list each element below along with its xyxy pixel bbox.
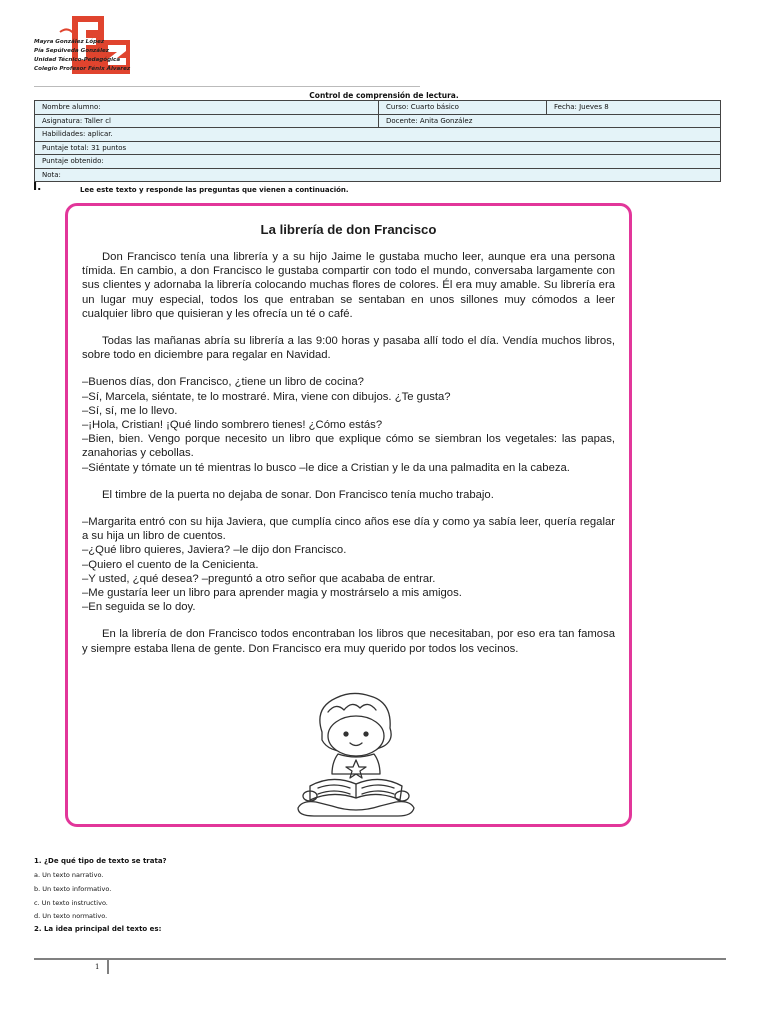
header-divider — [34, 86, 420, 87]
school-info — [34, 38, 130, 74]
dialogue-block — [82, 375, 615, 474]
dialogue-block — [82, 515, 615, 614]
skills-cell: Habilidades: aplicar. — [35, 128, 721, 142]
page-number: 1 — [95, 963, 100, 971]
dialogue-line: –Bien, bien. Vengo porque necesito un libro que explique cómo se siembran los vegetales: las papas, zanahorias y cebollas. — [82, 433, 615, 460]
answer-option-d[interactable]: d. Un texto normativo. — [34, 912, 108, 920]
student-name-field[interactable]: Nombre alumno: — [35, 101, 379, 115]
reading-title: La librería de don Francisco — [260, 222, 437, 237]
reading-paragraph: En la librería de don Francisco todos encontraban los libros que necesitaban, por eso era tan famosa y siempre estaba llena de gente. Don Francisco era muy querido por todos los vecinos. — [82, 628, 615, 655]
grade-field[interactable]: Nota: — [35, 168, 721, 182]
total-score-cell: Puntaje total: 31 puntos — [35, 141, 721, 155]
reading-body — [82, 250, 615, 669]
reading-paragraph: Todas las mañanas abría su librería a las 9:00 horas y pasaba allí todo el día. Vendía muchos libros, sobre todo en diciembre para regalar en Navidad. — [82, 335, 615, 362]
student-info-table — [34, 100, 721, 182]
dialogue-line: –Me gustaría leer un libro para aprender magia y mostrárselo a mis amigos. — [82, 587, 462, 600]
author-name-1: Mayra González López — [34, 39, 105, 45]
teacher-cell: Docente: Anita González — [379, 114, 721, 128]
reading-paragraph: Don Francisco tenía una librería y a su hijo Jaime le gustaba mucho leer, aunque era una persona tímida. En cambio, a don Francisco le gustaba compartir con todo el mundo, conversaba largamente con sus clientes y adornaba la librería colocando muchas flores de colores. Él era muy amable. Su librería era un lugar muy especial, todos los que entraban se sentaban en unos sillones muy cómodos a leer cualquier libro que quisieran y les ofrecía un té o café. — [82, 251, 615, 320]
reading-paragraph: El timbre de la puerta no dejaba de sonar. Don Francisco tenía mucho trabajo. — [102, 488, 494, 501]
course-cell: Curso: Cuarto básico — [379, 101, 547, 115]
obtained-score-field[interactable]: Puntaje obtenido: — [35, 155, 721, 169]
dialogue-line: –Siéntate y tómate un té mientras lo busco –le dice a Cristian y le da una palmadita en la cabeza. — [82, 461, 570, 474]
dialogue-line: –En seguida se lo doy. — [82, 601, 196, 614]
subject-cell: Asignatura: Taller cl — [35, 114, 379, 128]
dialogue-line: –Sí, sí, me lo llevo. — [82, 404, 178, 417]
school-name: Colegio Profesor Fénix Álvarez — [34, 66, 131, 72]
dialogue-line: –Buenos días, don Francisco, ¿tiene un libro de cocina? — [82, 376, 364, 389]
dialogue-line: –¿Qué libro quieres, Javiera? –le dijo don Francisco. — [82, 544, 347, 557]
dialogue-line: –Margarita entró con su hija Javiera, que cumplía cinco años ese día y como ya sabía leer, quería regalar a su hija un libro de cuentos. — [82, 516, 615, 543]
dialogue-line: –Y usted, ¿qué desea? –preguntó a otro señor que acababa de entrar. — [82, 572, 436, 585]
date-cell: Fecha: Jueves 8 — [547, 101, 721, 115]
question-1: 1. ¿De qué tipo de texto se trata? — [34, 857, 167, 865]
answer-option-b[interactable]: b. Un texto informativo. — [34, 885, 112, 893]
dialogue-line: –Sí, Marcela, siéntate, te lo mostraré. Mira, viene con dibujos. ¿Te gusta? — [82, 390, 451, 403]
dialogue-line: –¡Hola, Cristian! ¡Qué lindo sombrero tienes! ¿Cómo estás? — [82, 419, 383, 432]
answer-option-c[interactable]: c. Un texto instructivo. — [34, 899, 108, 907]
question-2: 2. La idea principal del texto es: — [34, 925, 162, 933]
answer-option-a[interactable]: a. Un texto narrativo. — [34, 871, 104, 879]
dialogue-line: –Quiero el cuento de la Cenicienta. — [82, 558, 259, 571]
section-number: I. — [33, 180, 42, 193]
page-number-separator — [107, 960, 109, 974]
department-name: Unidad Técnico-Pedagógica — [34, 57, 121, 63]
boy-reading-illustration — [292, 688, 418, 820]
section-instruction: Lee este texto y responde las preguntas que vienen a continuación. — [80, 186, 349, 194]
footer-divider — [34, 958, 726, 960]
author-name-2: Pía Sepúlveda González — [34, 48, 110, 54]
document-title: Control de comprensión de lectura. — [309, 91, 459, 100]
